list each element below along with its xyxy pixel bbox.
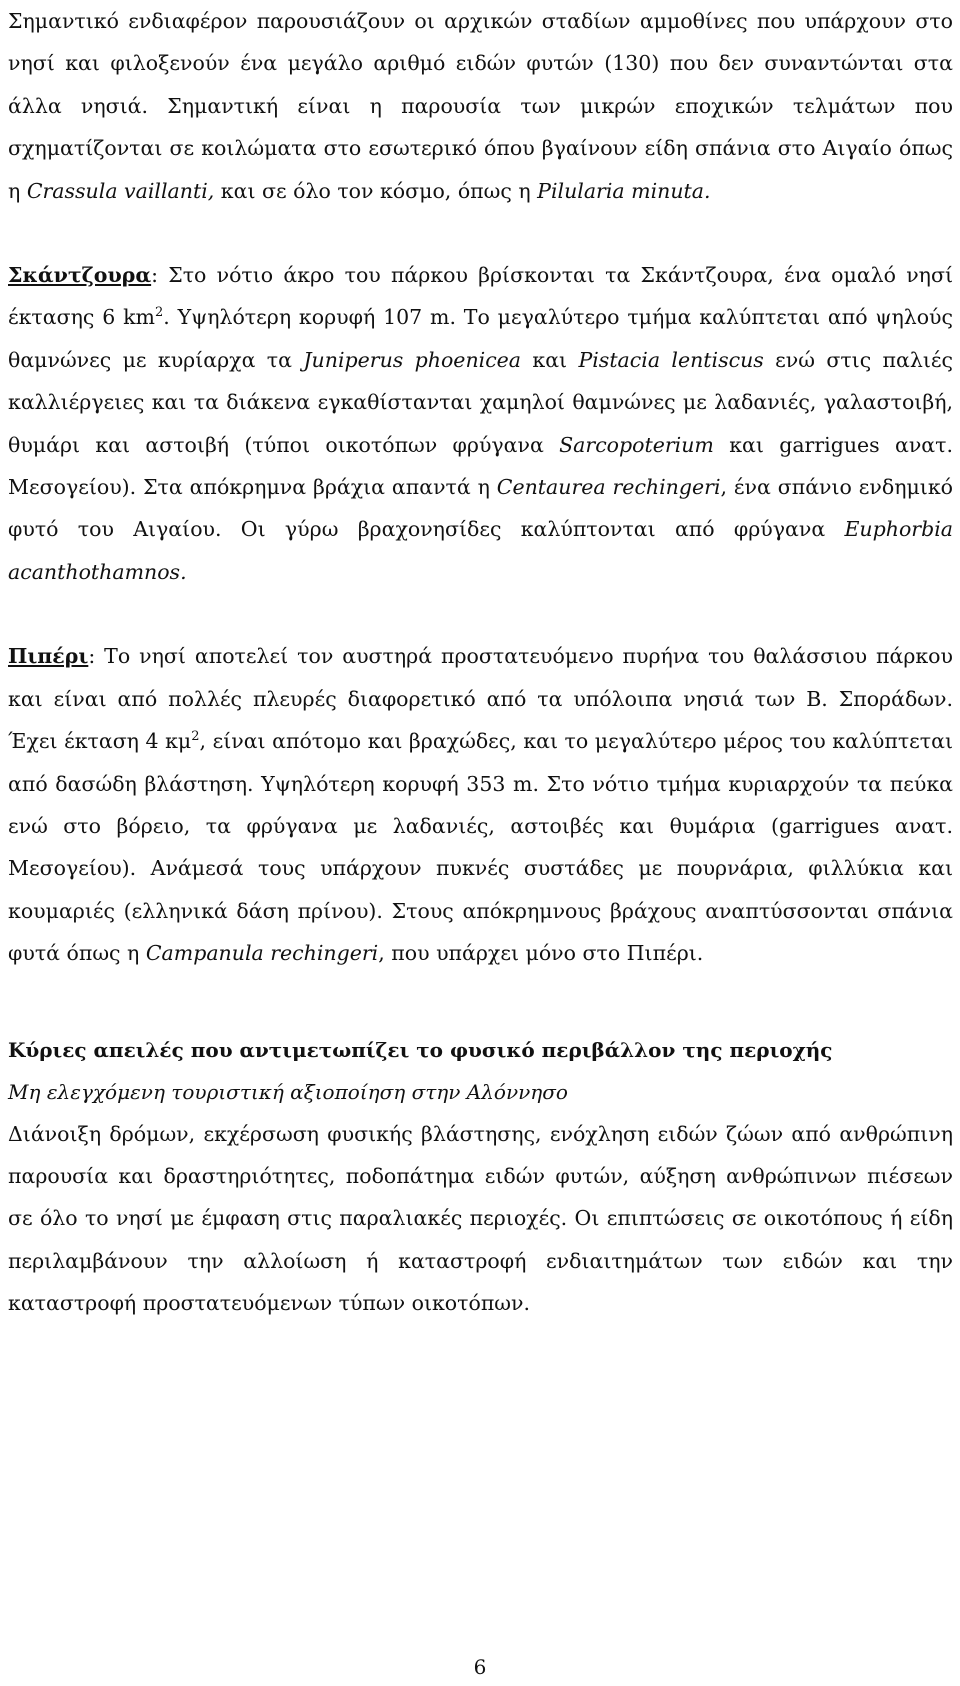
paragraph-text: , είναι απότομο και βραχώδες, και το μεγαλύτερο μέρος του καλύπτεται από δασώδη βλάστηση. Υψηλότερη κορυφή 353 m. Στο νότιο τμήμα κυριαρχούν τα πεύκα ενώ στο βόρειο, τα φρύγανα με λαδανιές, αστοιβές και θυμάρια (garrigues ανατ. Μεσογείου). Ανάμεσά τους υπάρχουν πυκνές συστάδες με πουρνάρια, φιλλύκια και κουμαριές (ελληνικά δάση πρίνου). Στους απόκρημνους βράχους αναπτύσσονται σπάνια φυτά όπως η bbox=[8, 729, 954, 966]
document-page bbox=[8, 0, 953, 1325]
page-number: 6 bbox=[473, 1655, 487, 1679]
superscript: 2 bbox=[191, 729, 200, 745]
superscript: 2 bbox=[154, 305, 164, 321]
species-name: Sarcopoterium bbox=[559, 432, 714, 457]
paragraph-text: και bbox=[521, 347, 579, 372]
species-name: Campanula rechingeri bbox=[145, 941, 379, 966]
paragraph-skantzoura bbox=[8, 254, 953, 593]
species-name: Euphorbia acanthothamnos. bbox=[8, 517, 953, 584]
paragraph-sand-dunes bbox=[8, 0, 953, 212]
island-name-piperi: Πιπέρι bbox=[8, 644, 89, 669]
species-name: Pilularia minuta. bbox=[537, 178, 711, 203]
species-name: Centaurea rechingeri bbox=[496, 475, 721, 500]
paragraph-threats: Διάνοιξη δρόμων, εκχέρσωση φυσικής βλάστησης, ενόχληση ειδών ζώων από ανθρώπινη παρουσία και δραστηριότητες, ποδοπάτημα ειδών φυτών, αύξηση ανθρώπινων πιέσεων σε όλο το νησί με έμφαση στις παραλιακές περιοχές. Οι επιπτώσεις σε οικοτόπους ή είδη περιλαμβάνουν την αλλοίωση ή καταστροφή ενδιαιτημάτων των ειδών και την καταστροφή προστατευόμενων τύπων οικοτόπων. bbox=[8, 1121, 953, 1316]
section-heading-threats: Κύριες απειλές που αντιμετωπίζει το φυσικό περιβάλλον της περιοχής bbox=[8, 1037, 833, 1062]
paragraph-text: : Το νησί αποτελεί τον αυστηρά προστατευόμενο πυρήνα του θαλάσσιου πάρκου και είναι από πολλές πλευρές διαφορετικό από τα υπόλοιπα νησιά των Β. Σποράδων. Έχει έκταση 4 κμ bbox=[8, 644, 953, 754]
paragraph-text: , ένα σπάνιο ενδημικό φυτό του Αιγαίου. Οι γύρω βραχονησίδες καλύπτονται από φρύγανα bbox=[8, 475, 953, 542]
species-name: Pistacia lentiscus bbox=[578, 347, 764, 372]
paragraph-text: , που υπάρχει μόνο στο Πιπέρι. bbox=[378, 941, 704, 966]
paragraph-text: Σημαντικό ενδιαφέρον παρουσιάζουν οι αρχικών σταδίων αμμοθίνες που υπάρχουν στο νησί και φιλοξενούν ένα μεγάλο αριθμό ειδών φυτών (130) που δεν συναντώνται στα άλλα νησιά. Σημαντική είναι η παρουσία των μικρών εποχικών τελμάτων που σχηματίζονται σε κοιλώματα στο εσωτερικό όπου βγαίνουν είδη σπάνια στο Αιγαίο όπως η bbox=[8, 9, 953, 203]
species-name: Crassula vaillanti, bbox=[26, 178, 215, 203]
paragraph-piperi bbox=[8, 635, 953, 974]
paragraph-text: : Στο νότιο άκρο του πάρκου βρίσκονται τα Σκάντζουρα, ένα ομαλό νησί έκτασης 6 km bbox=[8, 263, 953, 330]
paragraph-text: . Υψηλότερη κορυφή 107 m. Το μεγαλύτερο τμήμα καλύπτεται από ψηλούς θαμνώνες με κυρίαρχα τα bbox=[8, 305, 954, 372]
species-name: Juniperus phoenicea bbox=[303, 347, 522, 372]
island-name-skantzoura: Σκάντζουρα bbox=[8, 263, 152, 288]
paragraph-text: και garrigues ανατ. Μεσογείου). Στα απόκρημνα βράχια απαντά η bbox=[8, 432, 953, 500]
paragraph-text: και σε όλο τον κόσμο, όπως η bbox=[214, 178, 538, 203]
subheading-tourism: Μη ελεγχόμενη τουριστική αξιοποίηση στην Αλόννησο bbox=[8, 1079, 568, 1104]
paragraph-text: ενώ στις παλιές καλλιέργειες και τα διάκενα εγκαθίστανται χαμηλοί θαμνώνες με λαδανιές, γαλαστοιβή, θυμάρι και αστοιβή (τύποι οικοτόπων φρύγανα bbox=[8, 347, 953, 457]
